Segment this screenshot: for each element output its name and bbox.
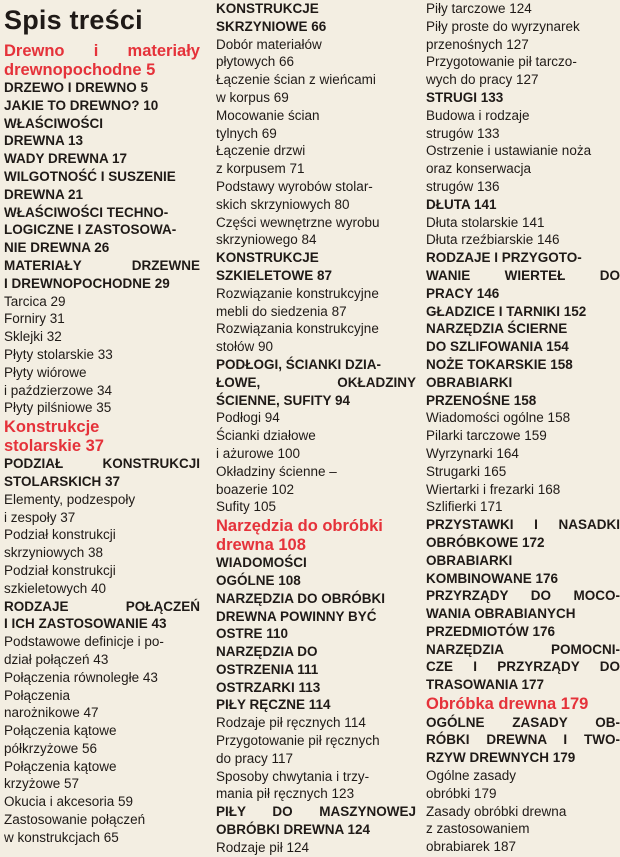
toc-entry-line: Podstawy wyrobów stolar- xyxy=(216,178,373,194)
toc-entry-line: Ostrzenie i ustawianie noża xyxy=(426,143,592,159)
toc-subentry xyxy=(216,320,416,356)
toc-entry-line: Wiertarki i frezarki 168 xyxy=(426,481,561,497)
toc-chapter-entry xyxy=(426,714,620,767)
toc-entry-line: Połączenia równoległe 43 xyxy=(4,669,158,685)
toc-entry-line: Wiadomości ogólne 158 xyxy=(426,410,571,426)
toc-entry-line: OSTRZARKI 113 xyxy=(216,679,321,695)
toc-subentry xyxy=(426,803,620,856)
toc-entry-line: OGÓLNE ZASADY OB- xyxy=(426,714,620,730)
toc-entry-line: obrabiarek 187 xyxy=(426,839,517,855)
toc-entry-line: Konstrukcje xyxy=(4,418,100,437)
toc-subentry xyxy=(216,178,416,214)
toc-entry-line: Narzędzia do obróbki xyxy=(216,517,383,536)
toc-entry-line: w korpus 69 xyxy=(216,89,289,105)
toc-subentry xyxy=(216,214,416,250)
toc-entry-line: RÓBKI DREWNA I TWO- xyxy=(426,732,620,748)
toc-entry-line: OGÓLNE 108 xyxy=(216,572,301,588)
toc-entry-line: OSTRE 110 xyxy=(216,626,289,642)
toc-entry-line: Mocowanie ścian xyxy=(216,107,320,123)
toc-entry-line: WADY DREWNA 17 xyxy=(4,151,128,167)
toc-entry-line: dział połączeń 43 xyxy=(4,651,109,667)
toc-entry-line: boazerie 102 xyxy=(216,481,295,497)
toc-entry-line: Elementy, podzespoły xyxy=(4,491,136,507)
toc-entry-line: ŁOWE, OKŁADZINY xyxy=(216,374,416,390)
toc-entry-line: PRZYSTAWKI I NASADKI xyxy=(426,517,620,533)
toc-subentry xyxy=(4,293,200,311)
toc-subentry xyxy=(4,562,200,598)
toc-entry-line: OBRÓBKOWE 172 xyxy=(426,534,545,550)
toc-entry-line: Tarcica 29 xyxy=(4,293,66,309)
toc-entry-line: Przygotowanie pił tarczo- xyxy=(426,54,577,70)
toc-entry-line: Połączenia xyxy=(4,687,71,703)
toc-entry-line: STRUGI 133 xyxy=(426,89,504,105)
toc-chapter-entry xyxy=(216,590,416,643)
toc-entry-line: Szlifierki 171 xyxy=(426,499,503,515)
toc-entry-line: OBRÓBKI DREWNA 124 xyxy=(216,822,371,838)
toc-subentry xyxy=(426,498,620,516)
toc-entry-line: Okładziny ścienne – xyxy=(216,463,337,479)
toc-entry-line: Zasady obróbki drewna xyxy=(426,803,567,819)
toc-entry-line: Dobór materiałów xyxy=(216,36,322,52)
toc-entry-line: Rodzaje pił 124 xyxy=(216,839,310,855)
toc-subentry xyxy=(4,687,200,723)
toc-entry-line: SZKIELETOWE 87 xyxy=(216,267,333,283)
toc-entry-line: skrzyniowego 84 xyxy=(216,232,317,248)
toc-entry-line: GŁADZICE I TARNIKI 152 xyxy=(426,303,587,319)
toc-entry-line: TRASOWANIA 177 xyxy=(426,677,545,693)
toc-subentry xyxy=(216,71,416,107)
toc-chapter-entry xyxy=(4,115,200,151)
toc-entry-line: DO SZLIFOWANIA 154 xyxy=(426,339,569,355)
toc-chapter-entry xyxy=(216,696,416,714)
toc-entry-line: Drewno i materiały xyxy=(4,42,200,60)
toc-entry-line: stolarskie 37 xyxy=(4,436,104,455)
toc-entry-line: Podział konstrukcji xyxy=(4,527,116,543)
toc-entry-line: narożnikowe 47 xyxy=(4,705,99,721)
toc-entry-line: Rozwiązania konstrukcyjne xyxy=(216,321,379,337)
toc-entry-line: Sufity 105 xyxy=(216,499,277,515)
toc-entry-line: szkieletowych 40 xyxy=(4,580,107,596)
toc-entry-line: STOLARSKICH 37 xyxy=(4,473,121,489)
toc-chapter-entry xyxy=(4,204,200,257)
toc-subentry xyxy=(216,732,416,768)
toc-entry-line: KONSTRUKCJE xyxy=(216,250,319,266)
toc-entry-line: Wyrzynarki 164 xyxy=(426,445,519,461)
toc-entry-line: Płyty stolarskie 33 xyxy=(4,346,113,362)
toc-subentry xyxy=(4,491,200,527)
toc-entry-line: PODZIAŁ KONSTRUKCJI xyxy=(4,456,200,472)
toc-entry-line: DREWNA 21 xyxy=(4,186,84,202)
toc-subentry xyxy=(4,399,200,417)
toc-entry-line: Piły proste do wyrzynarek xyxy=(426,18,580,34)
toc-entry-line: mania pił ręcznych 123 xyxy=(216,786,355,802)
toc-chapter-entry xyxy=(4,150,200,168)
toc-entry-line: Połączenia kątowe xyxy=(4,758,117,774)
toc-entry-line: Obróbka drewna 179 xyxy=(426,695,589,714)
toc-entry-line: Sposoby chwytania i trzy- xyxy=(216,768,370,784)
toc-entry-line: KOMBINOWANE 176 xyxy=(426,570,559,586)
toc-entry-line: skrzyniowych 38 xyxy=(4,545,104,561)
toc-subentry xyxy=(4,758,200,794)
toc-entry-line: PRACY 146 xyxy=(426,285,500,301)
toc-subentry xyxy=(4,722,200,758)
toc-entry-line: Rodzaje pił ręcznych 114 xyxy=(216,715,366,731)
toc-chapter-entry xyxy=(426,89,620,107)
toc-entry-line: tylnych 69 xyxy=(216,125,277,141)
toc-entry-line: MATERIAŁY DRZEWNE xyxy=(4,257,200,273)
toc-column-2 xyxy=(216,0,416,857)
toc-subentry xyxy=(4,793,200,811)
toc-entry-line: LOGICZNE I ZASTOSOWA- xyxy=(4,222,177,238)
toc-entry-line: krzyżowe 57 xyxy=(4,776,80,792)
toc-subentry xyxy=(216,409,416,427)
toc-subentry xyxy=(426,142,620,195)
toc-subentry xyxy=(216,427,416,463)
toc-chapter-entry xyxy=(216,803,416,839)
toc-subentry xyxy=(216,463,416,499)
toc-subentry xyxy=(426,409,620,427)
toc-entry-line: Podłogi 94 xyxy=(216,410,280,426)
toc-chapter-entry xyxy=(426,374,620,410)
toc-entry-line: KONSTRUKCJE xyxy=(216,1,319,16)
toc-entry-line: Pilarki tarczowe 159 xyxy=(426,428,547,444)
toc-entry-line: Dłuta stolarskie 141 xyxy=(426,214,545,230)
toc-entry-line: WANIA OBRABIANYCH xyxy=(426,606,576,622)
toc-entry-line: mebli do siedzenia 87 xyxy=(216,303,347,319)
toc-subentry xyxy=(426,445,620,463)
toc-entry-line: RODZAJE I PRZYGOTO- xyxy=(426,250,582,266)
toc-subentry xyxy=(4,633,200,669)
toc-chapter-entry xyxy=(426,320,620,356)
toc-entry-line: NARZĘDZIA DO xyxy=(216,644,318,660)
toc-subentry xyxy=(426,214,620,232)
toc-subentry xyxy=(4,811,200,847)
toc-chapter-entry xyxy=(216,356,416,409)
toc-entry-line: Podział konstrukcji xyxy=(4,562,116,578)
toc-entry-line: WILGOTNOŚĆ I SUSZENIE xyxy=(4,168,176,184)
toc-section-heading xyxy=(4,418,200,455)
toc-entry-line: OBRABIARKI xyxy=(426,552,513,568)
toc-subentry xyxy=(4,328,200,346)
toc-entry-line: skich skrzyniowych 80 xyxy=(216,196,350,212)
toc-title: Spis treści xyxy=(4,5,143,35)
toc-subentry xyxy=(216,142,416,178)
toc-entry-line: i zespoły 37 xyxy=(4,509,76,525)
toc-subentry xyxy=(216,498,416,516)
toc-entry-line: Okucia i akcesoria 59 xyxy=(4,794,134,810)
toc-entry-line: Części wewnętrzne wyrobu xyxy=(216,214,380,230)
toc-entry-line: półkrzyżowe 56 xyxy=(4,740,98,756)
toc-entry-line: Zastosowanie połączeń xyxy=(4,812,146,828)
toc-entry-line: przenośnych 127 xyxy=(426,36,529,52)
toc-entry-line: NARZĘDZIA DO OBRÓBKI xyxy=(216,590,385,606)
toc-entry-line: PRZENOŚNE 158 xyxy=(426,392,537,408)
toc-entry-line: NIE DREWNA 26 xyxy=(4,240,110,256)
toc-entry-line: NARZĘDZIA ŚCIERNE xyxy=(426,321,568,337)
toc-chapter-entry xyxy=(216,643,416,679)
toc-entry-line: WIADOMOŚCI xyxy=(216,555,307,571)
toc-entry-line: strugów 136 xyxy=(426,178,500,194)
toc-section-heading xyxy=(216,517,416,554)
toc-subentry xyxy=(216,839,416,857)
toc-entry-line: obróbki 179 xyxy=(426,785,497,801)
toc-entry-line: oraz konserwacja xyxy=(426,161,532,177)
toc-column-1 xyxy=(4,0,200,847)
toc-entry-line: Płyty pilśniowe 35 xyxy=(4,400,112,416)
toc-chapter-entry xyxy=(426,552,620,588)
toc-entry-line: Podstawowe definicje i po- xyxy=(4,634,164,650)
toc-subentry xyxy=(4,364,200,400)
toc-chapter-entry xyxy=(4,168,200,204)
toc-subentry xyxy=(216,285,416,321)
toc-entry-line: drewna 108 xyxy=(216,535,306,554)
toc-subentry xyxy=(426,427,620,445)
toc-subentry xyxy=(426,481,620,499)
toc-subentry xyxy=(216,107,416,143)
toc-subentry xyxy=(216,768,416,804)
toc-chapter-entry xyxy=(4,257,200,293)
toc-entry-line: I ICH ZASTOSOWANIE 43 xyxy=(4,616,167,632)
toc-entry-line: OSTRZENIA 111 xyxy=(216,661,319,677)
toc-entry-line: SKRZYNIOWE 66 xyxy=(216,18,327,34)
toc-subentry xyxy=(216,36,416,72)
toc-entry-line: CZE I PRZYRZĄDY DO xyxy=(426,659,620,675)
toc-entry-line: ŚCIENNE, SUFITY 94 xyxy=(216,392,351,408)
toc-column-3 xyxy=(426,0,620,856)
toc-entry-line: Połączenia kątowe xyxy=(4,723,117,739)
toc-chapter-entry xyxy=(4,455,200,491)
toc-entry-line: Ścianki działowe xyxy=(216,428,316,444)
toc-chapter-entry xyxy=(216,679,416,697)
toc-chapter-entry xyxy=(216,249,416,285)
toc-entry-line: WANIE WIERTEŁ DO xyxy=(426,267,620,283)
toc-chapter-entry xyxy=(216,0,416,36)
toc-subentry xyxy=(426,107,620,143)
toc-chapter-entry xyxy=(4,79,200,97)
toc-subentry xyxy=(426,767,620,803)
toc-subentry xyxy=(4,310,200,328)
toc-entry-line: WŁAŚCIWOŚCI xyxy=(4,115,103,131)
toc-entry-line: Forniry 31 xyxy=(4,311,65,327)
toc-entry-line: płytowych 66 xyxy=(216,54,295,70)
toc-entry-line: PRZEDMIOTÓW 176 xyxy=(426,623,556,639)
toc-entry-line: Dłuta rzeźbiarskie 146 xyxy=(426,232,560,248)
toc-entry-line: Przygotowanie pił ręcznych xyxy=(216,733,380,749)
toc-entry-line: I DREWNOPOCHODNE 29 xyxy=(4,275,170,291)
toc-entry-line: strugów 133 xyxy=(426,125,500,141)
toc-entry-line: Sklejki 32 xyxy=(4,329,62,345)
toc-chapter-entry xyxy=(426,303,620,321)
toc-subentry xyxy=(426,231,620,249)
toc-entry-line: stołów 90 xyxy=(216,339,274,355)
toc-entry-line: JAKIE TO DREWNO? 10 xyxy=(4,97,159,113)
toc-entry-line: z korpusem 71 xyxy=(216,161,305,177)
toc-entry-line: drewnopochodne 5 xyxy=(4,60,156,79)
toc-entry-line: Łączenie drzwi xyxy=(216,143,306,159)
toc-entry-line: RZYW DREWNYCH 179 xyxy=(426,750,576,766)
toc-subentry xyxy=(426,0,620,18)
toc-chapter-entry xyxy=(426,356,620,374)
toc-chapter-entry xyxy=(426,587,620,640)
toc-entry-line: DREWNA POWINNY BYĆ xyxy=(216,608,377,624)
toc-subentry xyxy=(4,669,200,687)
toc-subentry xyxy=(216,714,416,732)
toc-entry-line: Budowa i rodzaje xyxy=(426,107,530,123)
toc-chapter-entry xyxy=(426,249,620,302)
toc-entry-line: w konstrukcjach 65 xyxy=(4,829,119,845)
toc-chapter-entry xyxy=(4,97,200,115)
toc-subentry xyxy=(426,18,620,54)
toc-entry-line: Rozwiązanie konstrukcyjne xyxy=(216,285,379,301)
toc-entry-line: Strugarki 165 xyxy=(426,463,507,479)
toc-entry-line: DREWNA 13 xyxy=(4,133,84,149)
toc-entry-line: WŁAŚCIWOŚCI TECHNO- xyxy=(4,204,169,220)
toc-entry-line: Piły tarczowe 124 xyxy=(426,1,532,16)
toc-entry-line: PRZYRZĄDY DO MOCO- xyxy=(426,588,620,604)
toc-entry-line: RODZAJE POŁĄCZEŃ xyxy=(4,598,200,614)
toc-entry-line: PODŁOGI, ŚCIANKI DZIA- xyxy=(216,356,381,372)
toc-chapter-entry xyxy=(216,554,416,590)
toc-chapter-entry xyxy=(4,598,200,634)
toc-entry-line: DŁUTA 141 xyxy=(426,196,497,212)
toc-section-heading xyxy=(426,695,620,714)
toc-section-heading xyxy=(4,42,200,79)
toc-chapter-entry xyxy=(426,516,620,552)
toc-entry-line: i paździerzowe 34 xyxy=(4,382,113,398)
toc-subentry xyxy=(426,463,620,481)
toc-entry-line: Płyty wiórowe xyxy=(4,364,87,380)
toc-chapter-entry xyxy=(426,196,620,214)
toc-entry-line: NARZĘDZIA POMOCNI- xyxy=(426,641,620,657)
toc-subentry xyxy=(4,346,200,364)
toc-subentry xyxy=(426,53,620,89)
toc-entry-line: Ogólne zasady xyxy=(426,767,517,783)
toc-entry-line: PIŁY RĘCZNE 114 xyxy=(216,697,331,713)
toc-entry-line: NOŻE TOKARSKIE 158 xyxy=(426,356,573,372)
toc-entry-line: PIŁY DO MASZYNOWEJ xyxy=(216,804,416,820)
toc-entry-line: DRZEWO I DREWNO 5 xyxy=(4,80,148,95)
toc-entry-line: Łączenie ścian z wieńcami xyxy=(216,72,376,88)
toc-entry-line: OBRABIARKI xyxy=(426,374,513,390)
toc-entry-line: i ażurowe 100 xyxy=(216,445,301,461)
toc-entry-line: z zastosowaniem xyxy=(426,821,530,837)
toc-entry-line: wych do pracy 127 xyxy=(426,72,539,88)
toc-subentry xyxy=(4,526,200,562)
toc-chapter-entry xyxy=(426,641,620,694)
toc-entry-line: do pracy 117 xyxy=(216,750,294,766)
